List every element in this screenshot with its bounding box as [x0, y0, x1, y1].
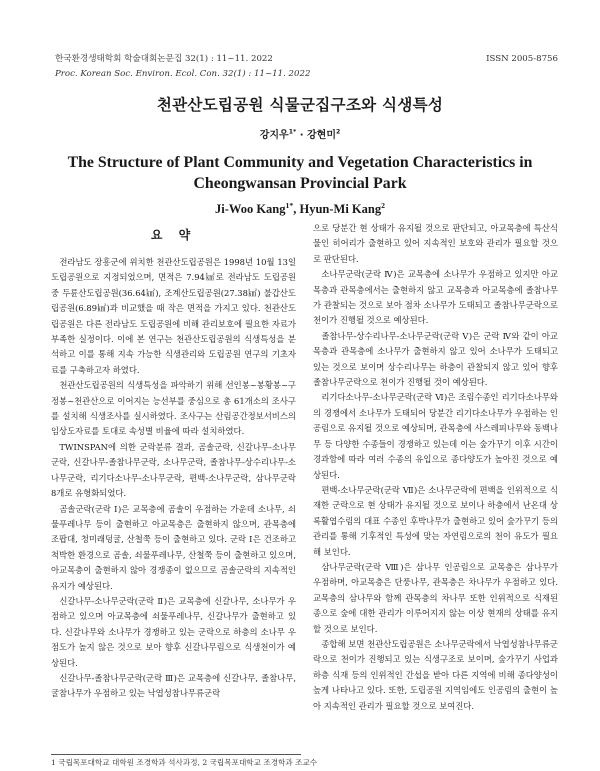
paragraph: 곰솔군락(군락 Ⅰ)은 교목층에 곰솔이 우점하는 가운데 소나무, 쇠물푸레나무 등이 출현하고 아교목층은 출현하지 않으며, 관목층에 조팝대, 청미래덩굴, 산철쭉 등이 출현하고 있다. 군락 Ⅰ은 건조하고 척박한 환경으로 곰솔, 쇠물푸레나무, 산철쭉 등이 출현하고 있으며, 아교목층이 출현하지 않아 경쟁종이 없으므로 곰솔군락의 지속적인 유지가 예상된다. — [51, 503, 296, 591]
journal-name-ko: 한국환경생태학회 학술대회논문집 32(1) : 11~11. 2022 — [55, 54, 273, 64]
paragraph: 전라남도 장흥군에 위치한 천관산도립공원은 1998년 10월 13일 도립공원으로 지정되었으며, 면적은 7.94㎢로 전라남도 도립공원 중 두륜산도립공원(36.64㎢), 조계산도립공원(27.38㎢) 불갑산도립공원(6.89㎢)과 비교했을 때 작은 면적을 가지고 있다. 천관산도립공원은 다른 전라남도 도립공원에 비해 관리보호에 필요한 자료가 부족한 실정이다. 이에 본 연구는 천관산도립공원의 식생특성을 분석하고 이를 통해 지속 가능한 식생관리와 도립공원 연구의 기초자료를 구축하고자 하였다. — [51, 257, 296, 375]
right-column — [313, 221, 558, 714]
left-column — [51, 255, 296, 702]
footnote-divider — [51, 754, 301, 755]
paragraph: 신갈나무-졸참나무군락(군락 Ⅲ)은 교목층에 신갈나무, 졸참나무, 굴참나무가 우점하고 있는 낙엽성참나무류군락 — [51, 672, 296, 699]
author-separator: , — [293, 202, 300, 216]
affiliation-mark: 1* — [288, 128, 297, 136]
paragraph: TWINSPAN에 의한 군락분류 결과, 곰솔군락, 신갈나무-소나무군락, 신갈나무-졸참나무군락, 소나무군락, 졸참나무-상수리나무-소나무군락, 리기다소나무-소나무군락, 편백-소나무군락, 삼나무군락 8개로 유형화되었다. — [51, 441, 296, 499]
paragraph: 편백-소나무군락(군락 Ⅶ)은 소나무군락에 편백을 인위적으로 식재한 군락으로 현 상태가 유지될 것으로 보이나 하층에서 난온대 상록활엽수림의 대표 수종인 후박나무가 출현하고 있어 숲가꾸기 등의 관리를 통해 기후적인 특성에 맞는 자연림으로의 천이 유도가 필요해 보인다. — [313, 484, 558, 557]
author-separator: · — [296, 130, 307, 141]
issn: ISSN 2005-8756 — [486, 54, 558, 64]
paragraph: 소나무군락(군락 Ⅳ)은 교목층에 소나무가 우점하고 있지만 아교목층과 관목층에서는 출현하지 않고 교목층과 아교목층에 졸참나무가 관찰되는 것으로 보아 점차 소나무가 도태되고 졸참나무군락으로 천이가 진행될 것으로 예상된다. — [313, 269, 558, 326]
paragraph: 졸참나무-상수리나무-소나무군락(군락 Ⅴ)은 군락 Ⅳ와 같이 아교목층과 관목층에 소나무가 출현하지 않고 있어 소나무가 도태되고 있는 것으로 보이며 상수리나무는 하층이 관찰되지 않고 있어 향후 졸참나무군락으로 천이가 진행될 것이 예상된다. — [313, 330, 558, 388]
title-english: The Structure of Plant Community and Vegetation Characteristics in Cheongwansan Provincial Park — [67, 154, 533, 192]
title-korean: 천관산도립공원 식물군집구조와 식생특성 — [156, 96, 444, 114]
author-name: 강현미 — [307, 130, 336, 141]
affiliation-mark: 2 — [381, 200, 385, 210]
paragraph: 으로 당분간 현 상태가 유지될 것으로 판단되고, 아교목층에 특산식물인 히어리가 출현하고 있어 지속적인 보호와 관리가 필요할 것으로 판단된다. — [313, 223, 558, 264]
footnote: 1 국립목포대학교 대학원 조경학과 석사과정, 2 국립목포대학교 조경학과 조교수 — [51, 758, 318, 767]
author-name: Hyun-Mi Kang — [299, 202, 382, 216]
author-name: Ji-Woo Kang — [215, 202, 286, 216]
abstract-heading: 요 약 — [150, 228, 197, 242]
paragraph: 신갈나무-소나무군락(군락 Ⅱ)은 교목층에 신갈나무, 소나무가 우점하고 있으며 아교목층에 쇠물푸레나무, 신갈나무가 출현하고 있다. 신갈나무와 소나무가 경쟁하고 있는 군락으로 하층의 소나무 우점도가 높지 않은 것으로 보아 향후 신갈나무림으로 식생천이가 예상된다. — [51, 595, 296, 668]
paragraph: 천관산도립공원의 식생특성을 파악하기 위해 선인봉~봉황봉~구정봉~천관산으로 이어지는 능선부를 중심으로 총 61개소의 조사구를 설치해 식생조사를 실시하였다. 조사구는 산림공간정보서비스의 임상도자료를 토대로 속성별 비율에 따라 설치하였다. — [51, 380, 296, 437]
authors-english — [0, 202, 600, 217]
affiliation-mark: 1* — [285, 200, 294, 210]
author-name: 강지우 — [259, 130, 289, 141]
paragraph: 리기다소나무-소나무군락(군락 Ⅵ)은 조림수종인 리기다소나무와의 경쟁에서 소나무가 도태되어 당분간 리기다소나무가 우점하는 인공림으로 유지될 것으로 예상되며, 관목층에 사스레피나무와 동백나무 등 다양한 수종들이 경쟁하고 있는데 이는 숲가꾸기 이후 시간이 경과함에 따라 여러 수종의 유입으로 종다양도가 높아진 것으로 예상된다. — [313, 392, 558, 480]
journal-header — [55, 52, 558, 82]
affiliation-mark: 2 — [335, 128, 341, 136]
paragraph: 종합해 보면 천관산도립공원은 소나무군락에서 낙엽성참나무류군락으로 천이가 진행되고 있는 식생구조로 보이며, 숲가꾸기 사업과 하층 식재 등의 인위적인 간섭을 받아 다른 지역에 비해 종다양성이 높게 나타나고 있다. 또한, 도립공원 지역임에도 인공림의 출현이 높아 지속적인 관리가 필요할 것으로 보여진다. — [313, 638, 558, 711]
authors-korean — [0, 126, 600, 141]
journal-name-en: Proc. Korean Soc. Environ. Ecol. Con. 32(1) : 11~11. 2022 — [55, 69, 311, 79]
paragraph: 삼나무군락(군락 Ⅷ)은 삼나무 인공림으로 교목층은 삼나무가 우점하며, 아교목층은 단풍나무, 관목층은 차나무가 우점하고 있다. 교목층의 삼나무와 함께 관목층의 차나무 또한 인위적으로 식재된 종으로 숲에 대한 관리가 이루어지지 않는 이상 현재의 상태를 유지할 것으로 보인다. — [313, 561, 558, 634]
